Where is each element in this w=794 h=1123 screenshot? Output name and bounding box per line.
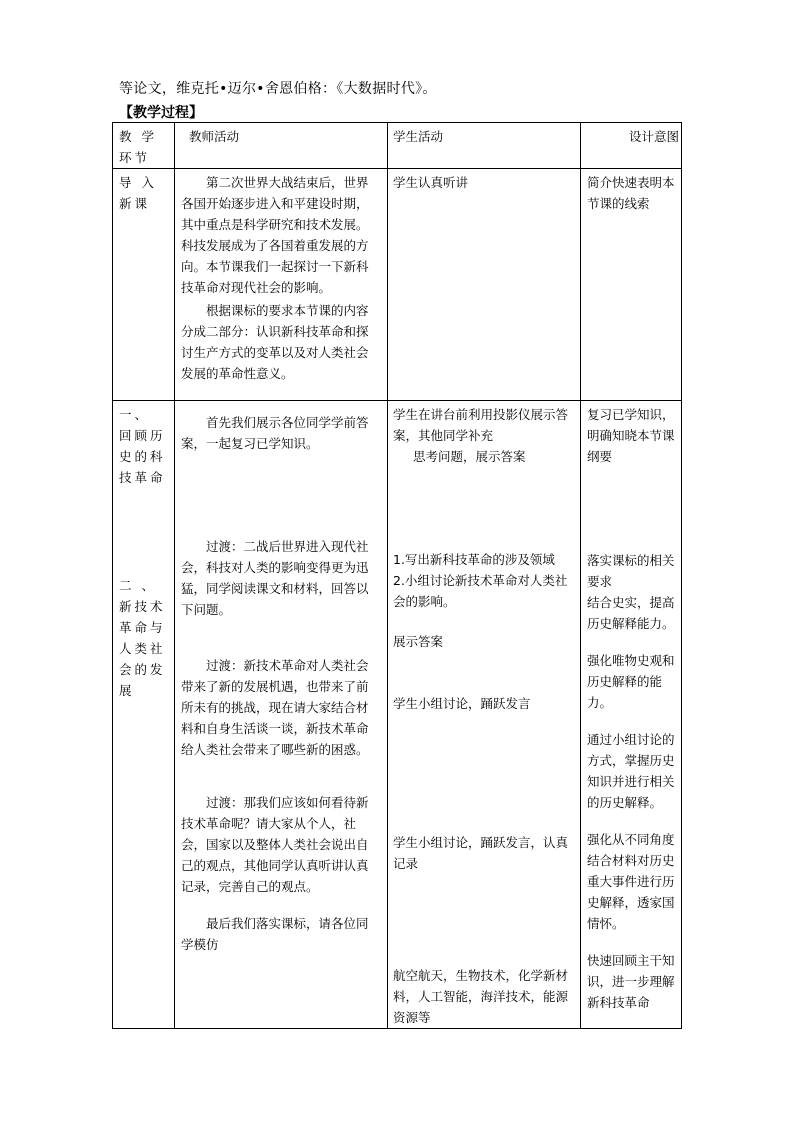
student-text: 学生认真听讲 [393, 175, 469, 190]
student-text: 学生在讲台前利用投影仪展示答案，其他同学补充 [393, 407, 569, 443]
intent-text: 强化唯物史观和历史解释的能力。 [587, 653, 675, 710]
student-activity-intro [388, 169, 581, 401]
header-stage: 教 学 环节 [113, 123, 175, 169]
design-intent-main [581, 401, 682, 1029]
student-activity-main [388, 401, 581, 1029]
lesson-table [112, 122, 682, 1029]
intent-text: 快速回顾主干知识，进一步理解新科技革命 [587, 953, 675, 1010]
student-text: 1.写出新科技革命的涉及领域 [393, 552, 555, 567]
student-text: 航空航天，生物技术，化学新材料，人工智能，海洋技术，能源资源等 [393, 968, 569, 1025]
student-text: 2.小组讨论新技术革命对人类社会的影响。 [393, 573, 568, 609]
teacher-text: 过渡：二战后世界进入现代社会，科技对人类的影响变得更为迅猛，同学阅读课文和材料，回答以下问题。 [181, 539, 369, 617]
teacher-activity-intro [175, 169, 388, 401]
stage-development-label: 二 、新技术革命与人类社会的发展 [119, 578, 166, 698]
student-text: 展示答案 [393, 634, 444, 649]
student-text: 学生小组讨论，踊跃发言 [393, 696, 531, 711]
stage-review [113, 401, 175, 1029]
table-row [113, 401, 682, 1029]
intent-text: 简介快速表明本节课的线索 [587, 175, 675, 211]
teacher-text: 过渡：新技术革命对人类社会带来了新的发展机遇，也带来了前所未有的挑战，现在请大家结合材料和自身生活谈一谈，新技术革命给人类社会带来了哪些新的困惑。 [181, 658, 369, 757]
student-text: 学生小组讨论，踊跃发言，认真记录 [393, 835, 569, 871]
student-text: 思考问题，展示答案 [413, 449, 526, 464]
teacher-text: 根据课标的要求本节课的内容分成二部分：认识新科技革命和探讨生产方式的变革以及对人类社会发展的革命性意义。 [181, 303, 369, 381]
stage-review-label: 一、 回顾历史的科技革命 [119, 407, 166, 485]
header-teacher: 教师活动 [175, 123, 388, 169]
table-header-row [113, 123, 682, 169]
teacher-text: 首先我们展示各位同学学前答案，一起复习已学知识。 [181, 415, 369, 451]
intent-text: 结合史实，提高历史解释能力。 [587, 595, 675, 631]
header-student: 学生活动 [388, 123, 581, 169]
teacher-activity-main [175, 401, 388, 1029]
stage-intro: 导 入 新课 [113, 169, 175, 401]
intent-text: 通过小组讨论的方式，掌握历史知识并进行相关的历史解释。 [587, 732, 675, 810]
header-intent: 设计意图 [581, 123, 682, 169]
teacher-text: 最后我们落实课标，请各位同学模仿 [181, 916, 369, 952]
intent-text: 强化从不同角度结合材料对历史重大事件进行历史解释，透家国情怀。 [587, 832, 675, 931]
intent-text: 复习已学知识，明确知晓本节课纲要 [587, 407, 675, 464]
design-intent-intro [581, 169, 682, 401]
teacher-text: 过渡：那我们应该如何看待新技术革命呢？请大家从个人，社会，国家以及整体人类社会说出自己的观点，其他同学认真听讲认真记录，完善自己的观点。 [181, 795, 369, 894]
teacher-text: 第二次世界大战结束后，世界各国开始逐步进入和平建设时期，其中重点是科学研究和技术发展。科技发展成为了各国着重发展的方向。本节课我们一起探讨一下新科技革命对现代社会的影响。 [181, 175, 369, 295]
section-heading: 【教学过程】 [119, 105, 203, 121]
table-row [113, 169, 682, 401]
intent-text: 落实课标的相关要求 [587, 553, 675, 589]
intro-line: 等论文，维克托•迈尔•舍恩伯格：《大数据时代》。 [119, 81, 437, 97]
